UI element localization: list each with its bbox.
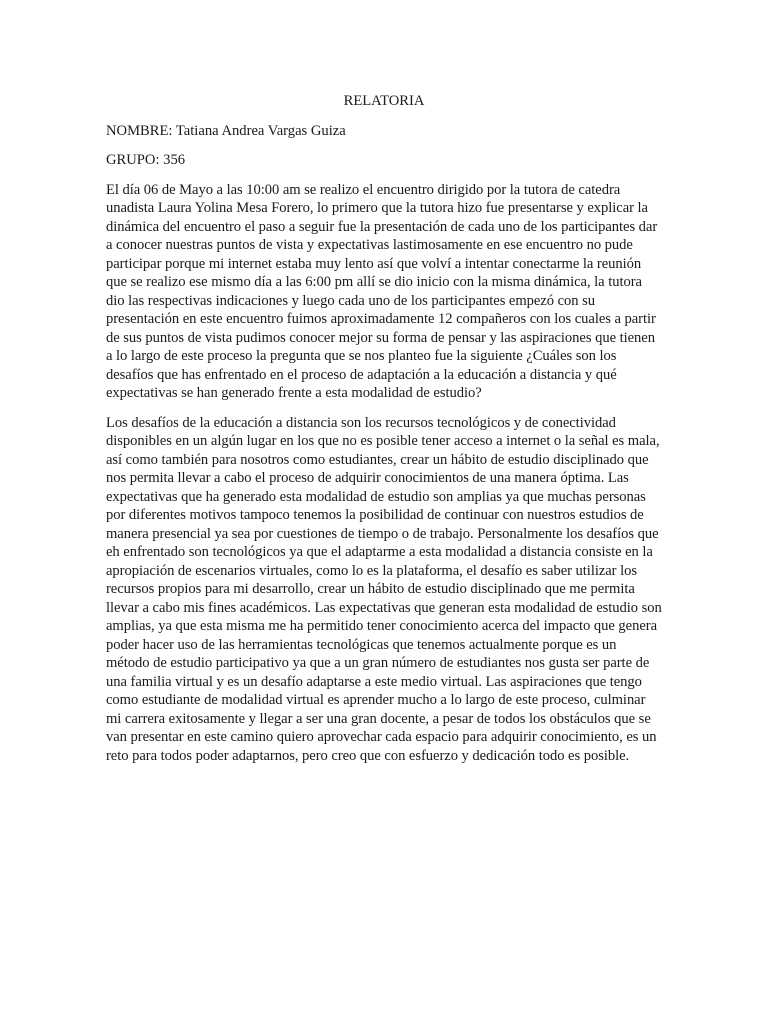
paragraph-challenges-expectations: Los desafíos de la educación a distancia son los recursos tecnológicos y de conectividad disponibles en un algún lugar en los que no es posible tener acceso a internet o la señal es mala, así como también para nosotros como estudiantes, crear un hábito de estudio disciplinado que nos permita llevar a cabo el proceso de adquirir conocimientos de una manera óptima. Las expectativas que ha generado esta modalidad de estudio son amplias ya que muchas personas por diferentes motivos tampoco tenemos la posibilidad de continuar con nuestros estudios de manera presencial ya sea por cuestiones de tiempo o de trabajo. Personalmente los desafíos que eh enfrentado son tecnológicos ya que el adaptarme a esta modalidad a distancia consiste en la apropiación de escenarios virtuales, como lo es la plataforma, el desafío es saber utilizar los recursos propios para mi desarrollo, crear un hábito de estudio disciplinado que me permita llevar a cabo mis fines académicos. Las expectativas que generan esta modalidad de estudio son amplias, ya que esta misma me ha permitido tener conocimiento acerca del impacto que genera poder hacer uso de las herramientas tecnológicas que tenemos actualmente porque es un método de estudio participativo ya que a un gran número de estudiantes nos gusta ser parte de una familia virtual y es un desafío adaptarse a este medio virtual. Las aspiraciones que tengo como estudiante de modalidad virtual es aprender mucho a lo largo de este proceso, culminar mi carrera exitosamente y llegar a ser una gran docente, a pesar de todos los obstáculos que se van presentar en este camino quiero aprovechar cada espacio para adquirir conocimiento, es un reto para todos poder adaptarnos, pero creo que con esfuerzo y dedicación todo es posible. [106,414,662,764]
document-body [106,92,662,776]
document-title: RELATORIA [343,93,425,109]
paragraph-meeting-summary: El día 06 de Mayo a las 10:00 am se realizo el encuentro dirigido por la tutora de catedra unadista Laura Yolina Mesa Forero, lo primero que la tutora hizo fue presentarse y explicar la dinámica del encuentro el paso a seguir fue la presentación de cada uno de los participantes dar a conocer nuestras puntos de vista y expectativas lastimosamente en ese encuentro no pude participar porque mi internet estaba muy lento así que volví a intentar conectarme la reunión que se realizo ese mismo día a las 6:00 pm allí se dio inicio con la misma dinámica, la tutora dio las respectivas indicaciones y luego cada uno de los participantes empezó con su presentación en este encuentro fuimos aproximadamente 12 compañeros con los cuales a partir de sus puntos de vista pudimos conocer mejor su forma de pensar y las aspiraciones que tienen a lo largo de este proceso la pregunta que se nos planteo fue la siguiente ¿Cuáles son los desafíos que has enfrentado en el proceso de adaptación a la educación a distancia y qué expectativas se han generado frente a esta modalidad de estudio? [106,181,658,401]
group-line: GRUPO: 356 [106,152,186,168]
name-line: NOMBRE: Tatiana Andrea Vargas Guiza [106,122,346,139]
